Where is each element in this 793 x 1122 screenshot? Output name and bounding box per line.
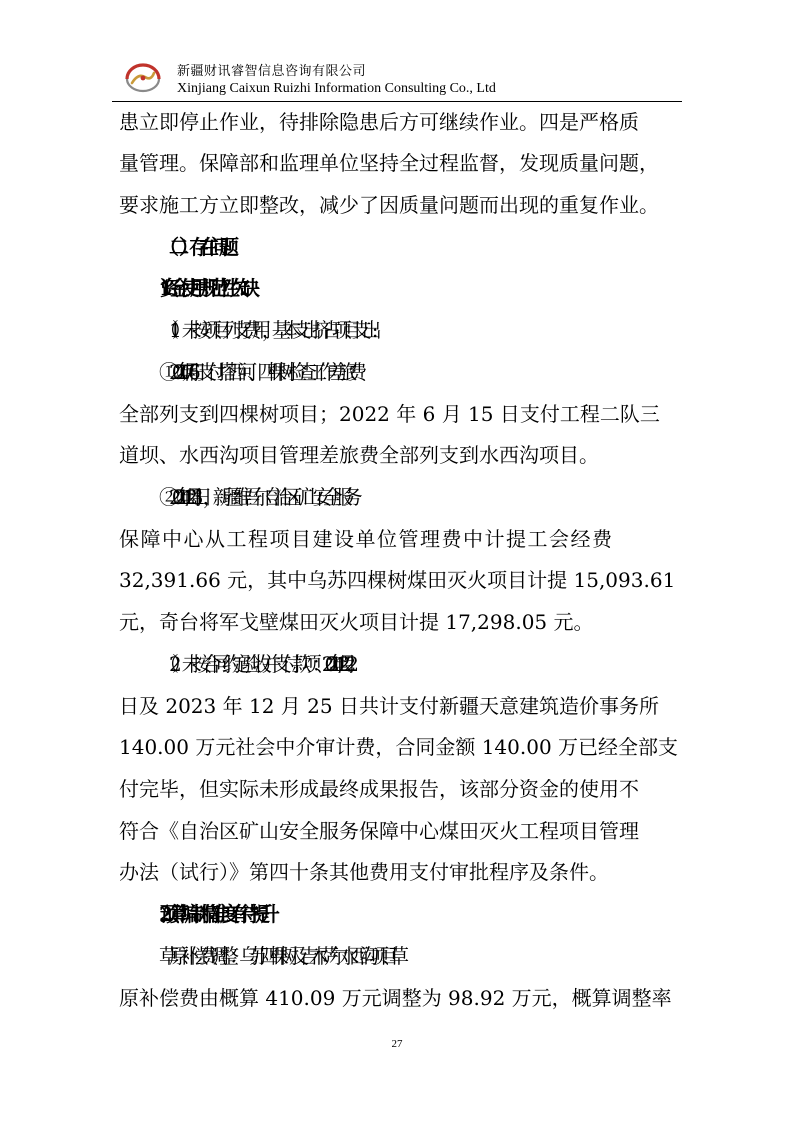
paragraph-line: 全部列支到四棵树项目；2022 年 6 月 15 日支付工程二队三 bbox=[119, 402, 660, 426]
paragraph-line: （1）未按项目列支费用，基本支出挤占项目支出: bbox=[159, 318, 369, 342]
paragraph-line: 量管理。保障部和监理单位坚持全过程监督，发现质量问题， bbox=[119, 151, 659, 175]
page-number: 27 bbox=[391, 1038, 403, 1050]
paragraph-line: 符合《自治区矿山安全服务保障中心煤田灭火工程项目管理 bbox=[119, 819, 639, 843]
paragraph-line: ②2021 年 12 月 31 日，新疆维吾尔自治区矿山安全服务 bbox=[159, 485, 353, 509]
header-divider bbox=[112, 101, 682, 102]
paragraph-line: 草原补偿费调整：乌苏四棵树及吉木萨尔水西沟项目草 bbox=[159, 944, 399, 968]
paragraph-line: 办法（试行）》第四十条其他费用支付审批程序及条件。 bbox=[119, 860, 609, 884]
paragraph-line: 日及 2023 年 12 月 25 日共计支付新疆天意建筑造价事务所 bbox=[119, 694, 659, 718]
paragraph-line: （2）未按合同约定验收并支付款项：2021 年 12 月 22 bbox=[159, 652, 349, 676]
paragraph-line: 元，奇台将军戈壁煤田灭火项目计提 17,298.05 元。 bbox=[119, 610, 594, 634]
subsection-heading: 2.预算编制精准度有待提升 bbox=[159, 902, 270, 926]
paragraph-line: 要求施工方立即整改，减少了因质量问题而出现的重复作业。 bbox=[119, 193, 659, 217]
subsection-heading: 1.资金使用规范性欠缺 bbox=[159, 276, 250, 300]
paragraph-line: 患立即停止作业，待排除隐患后方可继续作业。四是严格质 bbox=[119, 110, 639, 134]
paragraph-line: ①2021 年 7 月 6 日支付塔西河、四棵树检查工作差旅费 bbox=[159, 360, 358, 384]
company-name-english: Xinjiang Caixun Ruizhi Information Consulting Co., Ltd bbox=[177, 81, 496, 96]
paragraph-line: 140.00 万元社会中介审计费，合同金额 140.00 万已经全部支 bbox=[119, 735, 679, 759]
paragraph-line: 保障中心从工程项目建设单位管理费中计提工会经费 bbox=[119, 527, 614, 551]
paragraph-line: 道坝、水西沟项目管理差旅费全部列支到水西沟项目。 bbox=[119, 443, 599, 467]
paragraph-line: 付完毕，但实际未形成最终成果报告，该部分资金的使用不 bbox=[119, 777, 639, 801]
paragraph-line: 原补偿费由概算 410.09 万元调整为 98.92 万元，概算调整率 bbox=[119, 986, 672, 1010]
section-heading: （二）存在问题 bbox=[159, 235, 229, 259]
company-name-chinese: 新疆财讯睿智信息咨询有限公司 bbox=[177, 64, 367, 79]
paragraph-line: 32,391.66 元，其中乌苏四棵树煤田灭火项目计提 15,093.61 bbox=[119, 568, 676, 592]
company-logo-icon bbox=[123, 61, 163, 94]
